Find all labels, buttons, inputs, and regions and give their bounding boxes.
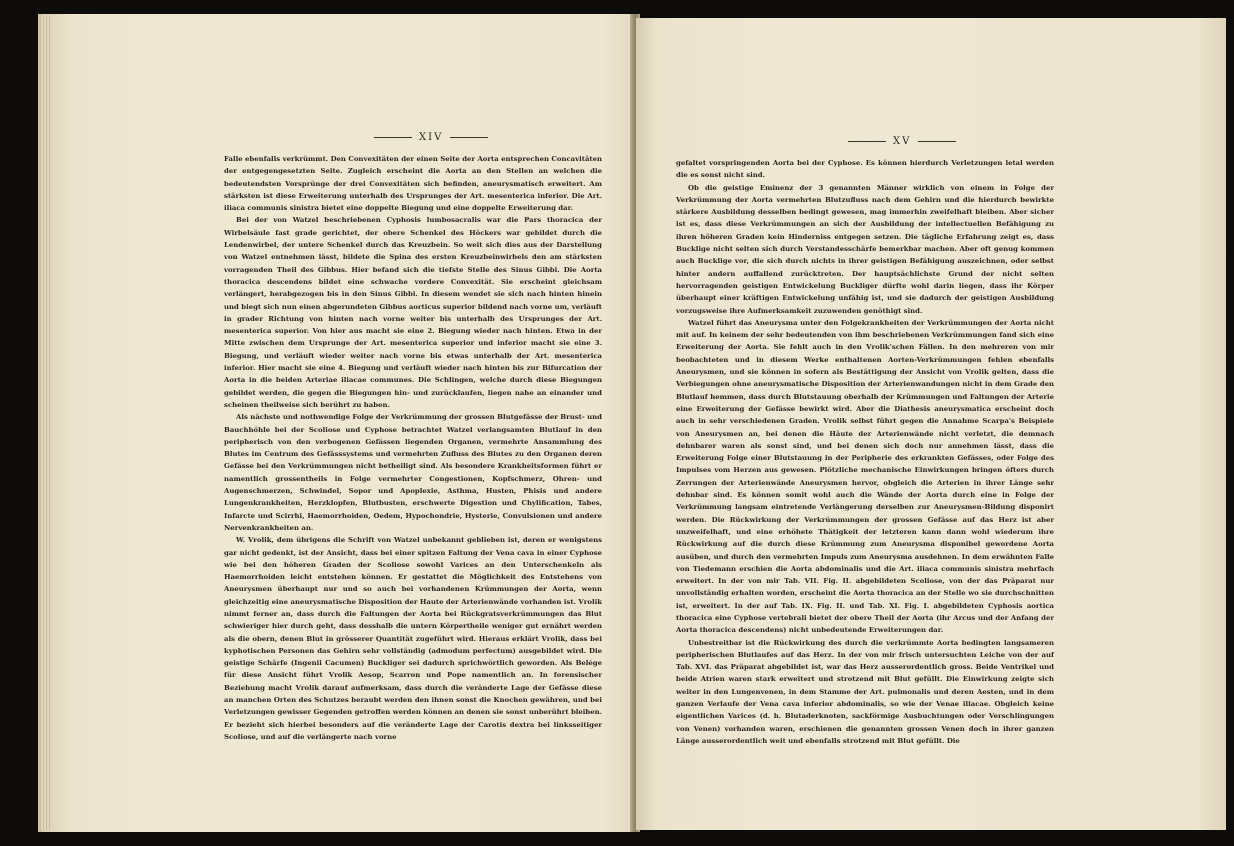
right-folio-label: XV: [893, 136, 912, 147]
folio-rule: [374, 137, 412, 138]
folio-rule: [918, 141, 956, 142]
paragraph: Falle ebenfalls verkrümmt. Den Convexitäten der einen Seite der Aorta entsprechen Concavitäten der entgegengesetzten Seite. Zugleich erscheint die Aorta an den Stellen an welchen die bedeutendsten Vorsprünge der drei Convexitäten sich befinden, aneurysmatisch erweitert. Am stärksten ist diese Erweiterung unterhalb des Ursprunges der Art. mesenterica inferior. Die Art. iliaca communis sinistra bietet eine doppelte Biegung und eine doppelte Erweiterung dar.: [224, 155, 602, 213]
folio-rule: [848, 141, 886, 142]
left-page: [38, 14, 636, 832]
right-page-body: [676, 157, 1054, 747]
page-edge: [40, 16, 50, 830]
paragraph: W. Vrolik, dem übrigens die Schrift von Watzel unbekannt geblieben ist, deren er wenigstens gar nicht gedenkt, ist der Ansicht, dass bei einer spitzen Faltung der Vena cava in einer Cyphose wie bei den höheren Graden der Scoliose sowohl Varices an den Unterschenkeln als Haemorrhoiden leicht entstehen können. Er gestattet die Möglichkeit des Entstehens von Aneurysmen überhaupt nur und so auch bei vorhandenen Krümmungen der Aorta, wenn gleichzeitig eine aneurysmatische Disposition der Haute der Arterienwände vorhanden ist. Vrolik nimmt ferner an, dass durch die Faltungen der Aorta bei Rückgratsverkrümmungen das Blut schwieriger hier durch geht, dass desshalb die untern Körpertheile weniger gut ernährt werden als die obern, denen Blut in grösserer Quantität zugeführt wird. Hieraus erklärt Vrolik, dass bei kyphotischen Personen das Gehirn sehr vollständig (admodum perfectum) ausgebildet wird. Die geistige Schärfe (Ingenii Cacumen) Buckliger sei dadurch sprichwörtlich geworden. Als Belége für diese Ansicht führt Vrolik Aesop, Scarron und Pope namentlich an. In forensischer Beziehung macht Vrolik darauf aufmerksam, dass durch die veränderte Lage der Gefässe diese an manchen Orten des Schutzes beraubt werden den ihnen sonst die Knochen gewähren, und bei Verletzungen gewisser Gegenden getroffen werden können an denen sie sonst unberührt bleiben. Er bezieht sich hierbei besonders auf die veränderte Lage der Carotis dextra bei linksseitiger Scoliose, und auf die verlängerte nach vorne: [224, 536, 602, 741]
folio-rule: [450, 137, 488, 138]
right-page: [636, 18, 1226, 830]
paragraph: Ob die geistige Eminenz der 3 genannten Männer wirklich von einem in Folge der Verkrümmung der Aorta vermehrten Blutzufluss nach dem Gehirn und die hierdurch bewirkte stärkere Ausbildung desselben bedingt gewesen, mag immerhin zweifelhaft bleiben. Aber sicher ist es, dass diese Verkrümmungen an sich der Ausbildung der intellectuellen Befähigung zu ihren höheren Graden kein Hinderniss entgegen setzen. Die tägliche Erfahrung zeigt es, dass Bucklige nicht selten sich durch Verstandesschärfe bemerkbar machen. Aber oft genug kommen auch Bucklige vor, die sich durch nichts in ihrer geistigen Befähigung auszeichnen, oder selbst hinter andern auffallend zurücktreten. Der hauptsächlichste Grund der nicht selten hervorragenden geistigen Entwickelung Buckliger dürfte wohl darin liegen, dass ihr Körper überhaupt einer kräftigen Entwickelung unfähig ist, und sie dadurch der geistigen Ausbildung vorzugsweise ihre Aufmerksamkeit zuzuwenden genöthigt sind.: [676, 183, 1054, 315]
paragraph: Watzel führt das Aneurysma unter den Folgekrankheiten der Verkrümmungen der Aorta nicht mit auf. In keinem der sehr bedeutenden von ihm beschriebenen Verkrümmungen fand sich eine Erweiterung der Aorta. Sie fehlt auch in den Vrolik'schen Fällen. In den mehreren von mir beobachteten und in diesem Werke enthaltenen Aorten-Verkrümmungen fehlen ebenfalls Aneurysmen, und sie können in sofern als Bestättigung der Ansicht von Vrolik gelten, dass die Verbiegungen ohne aneurysmatische Disposition der Arterienwandungen nicht in dem Grade den Blutlauf hemmen, dass durch Blutstauung oberhalb der Krümmungen und Faltungen der Arterie eine Erweiterung der Gefässe bewirkt wird. Aber die Diathesis aneurysmatica erscheint doch auch in sehr verschiedenen Graden. Vrolik selbst führt gegen die Annahme Scarpa's Beispiele von Aneurysmen an, bei denen die Häute der Arterienwände nicht verletzt, die demnach dehnbarer waren als sonst sind, und bei denen sich doch nur annehmen lässt, dass die Erweiterung Folge einer Blutstauung in der Peripherie des erkrankten Gefässes, oder Folge des Impulses vom Herzen aus gewesen. Plötzliche mechanische Einwirkungen bringen öfters durch Zerrungen der Arterienwände Aneurysmen hervor, obgleich die Arterien in ihrer Länge sehr dehnbar sind. Es können somit wohl auch die Wände der Aorta durch eine in Folge der Verkrümmung langsam eintretende Verlängerung derselben zur Aneurysmen-Bildung disponirt werden. Die Rückwirkung der Verkrümmungen der grossen Gefässe auf das Herz ist aber unzweifelhaft, und eine erhöhete Thätigkeit der letzteren kann dann wohl wiederum ihre Rückwirkung auf die durch diese Krümmung zum Aneurysma disponibel gewordene Aorta ausüben, und durch den vermehrten Impuls zum Aneurysma ausdehnen. In dem erwähnten Falle von Tiedemann erschien die Aorta abdominalis und die Art. iliaca communis sinistra mehrfach erweitert. In der von mir Tab. VII. Fig. II. abgebildeten Scoliose, von der das Präparat nur unvollständig erhalten worden, erscheint die Aorta thoracica an der Stelle wo sie durchschnitten ist, erweitert. In der auf Tab. IX. Fig. II. und Tab. XI. Fig. I. abgebildeten Cyphosis aortica thoracica eine Cyphose vertebrali bietet der obere Theil der Aorta (ihr Arcus und der Anfang der Aorta thoracica descendens) nicht unbedeutende Erweiterungen dar.: [676, 318, 1054, 635]
left-folio-label: XIV: [419, 132, 444, 143]
paragraph: Als nächste und nothwendige Folge der Verkrümmung der grossen Blutgefässe der Brust- und Bauchhöhle bei der Scoliose und Cyphose betrachtet Watzel verlangsamten Blutlauf in den peripherisch von den verbogenen Gefässen liegenden Organen, vermehrte Ansammlung des Blutes im Centrum des Gefässsystems und vermehrten Zufluss des Blutes zu den Organen deren Gefässe bei den Verkrümmungen nicht betheiligt sind. Als besondere Krankheitsformen führt er namentlich grossentheils in Folge vermehrter Congestionen, Kopfschmerz, Ohren- und Augenschmerzen, Schwindel, Sopor und Apoplexie, Asthma, Husten, Phisis und andere Lungenkrankheiten, Herzklopfen, Blutbusten, erschwerte Digestion und Chylification, Tabes, Infarcte und Scirrhi, Haemorrhoiden, Oedem, Hypochondrie, Hysterie, Convulsionen und andere Nervenkrankheiten an.: [224, 413, 602, 532]
left-page-body: [224, 153, 602, 743]
right-page-number: [841, 136, 963, 147]
paragraph: Bei der von Watzel beschriebenen Cyphosis lumbosacralis war die Pars thoracica der Wirbelsäule fast grade gerichtet, der obere Schenkel des Höckers war gebildet durch die Lendenwirbel, der untere Schenkel durch das Kreuzbein. So weit sich dies aus der Darstellung von Watzel entnehmen lässt, bildete die Spina des ersten Kreuzbeinwirbels den am stärksten vorragenden Theil des Gibbus. Hier befand sich die tiefste Stelle des Sinus Gibbi. Die Aorta thoracica descendens bildet eine schwache vordere Convexität. Sie erscheint gleichsam verlängert, herabgezogen bis in den Sinus Gibbi. In diesem wendet sie sich nach hinten hinein und biegt sich nun einen abgerundeten Gibbus aorticus superior bildend nach vorne um, verläuft in grader Richtung von hinten nach vorne weiter bis unterhalb des Ursprunges der Art. mesenterica superior. Von hier aus macht sie eine 2. Biegung wieder nach hinten. Etwa in der Mitte zwischen dem Ursprunge der Art. mesenterica superior und inferior macht sie eine 3. Biegung, und verläuft wieder weiter nach vorne bis etwas unterhalb der Art. mesenterica inferior. Hier macht sie eine 4. Biegung und verläuft wieder nach hinten bis zur Bifurcation der Aorta in die beiden Arteriae iliacae communes. Die Schlingen, welche durch diese Biegungen gebildet werden, die gegen die Biegungen hin- und zurücklaufen, liegen nahe an einander und scheinen theilweise sich berührt zu haben.: [224, 216, 602, 409]
paragraph: Unbestreitbar ist die Rückwirkung des durch die verkrümmte Aorta bedingten langsameren peripherischen Blutlaufes auf das Herz. In der von mir frisch untersuchten Leiche von der auf Tab. XVI. das Präparat abgebildet ist, war das Herz ausserordentlich gross. Beide Ventrikel und beide Atrien waren stark erweitert und strotzend mit Blut gefüllt. Die Einwirkung zeigte sich weiter in den Lungenvenen, in dem Stamme der Art. pulmonalis und deren Aesten, und in dem ganzen Verlaufe der Vena cava inferior abdominalis, so wie der Venae iliacae. Obgleich keine eigentlichen Varices (d. h. Blutaderknoten, sackförmige Ausbuchtungen oder Verschlingungen von Venen) vorhanden waren, erschienen die genannten grossen Venen doch in ihrer ganzen Länge ausserordentlich weit und ebenfalls strotzend mit Blut gefüllt. Die: [676, 638, 1054, 745]
left-page-number: [367, 132, 495, 143]
paragraph: gefaltet vorspringenden Aorta bei der Cyphose. Es können hierdurch Verletzungen letal werden die es sonst nicht sind.: [676, 159, 1054, 180]
